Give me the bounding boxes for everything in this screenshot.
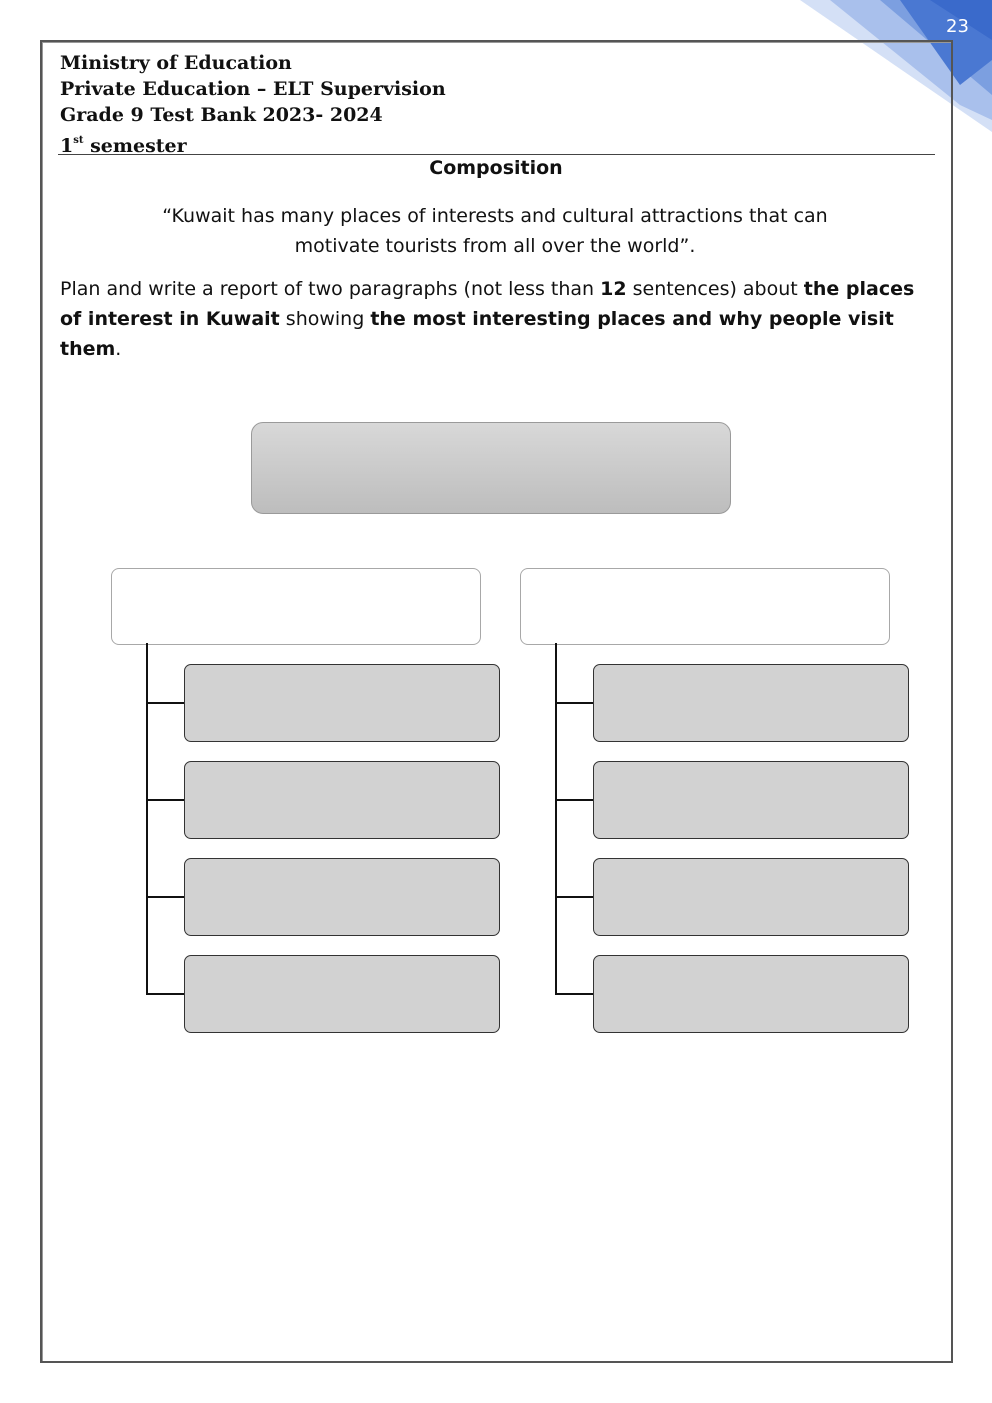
paragraph-1-idea-box-2[interactable]: [184, 761, 500, 839]
right-connector-1: [555, 702, 593, 704]
test-bank-line: Grade 9 Test Bank 2023- 2024: [60, 104, 383, 126]
right-connector-2: [555, 799, 593, 801]
paragraph-1-idea-box-4[interactable]: [184, 955, 500, 1033]
paragraph-2-idea-box-2[interactable]: [593, 761, 909, 839]
left-connector-2: [146, 799, 184, 801]
page-number: 23: [946, 16, 969, 37]
section-title: Composition: [429, 157, 563, 179]
prompt-quote: “Kuwait has many places of interests and cultural attractions that can motivate tourists from all over the world”.: [162, 205, 828, 257]
paragraph-2-heading-box[interactable]: [520, 568, 890, 645]
header-divider: [58, 154, 935, 155]
paragraph-2-idea-box-3[interactable]: [593, 858, 909, 936]
department-line: Private Education – ELT Supervision: [60, 78, 446, 100]
left-connector-4: [146, 993, 184, 995]
paragraph-2-idea-box-4[interactable]: [593, 955, 909, 1033]
task-instruction: Plan and write a report of two paragraphs (not less than 12 sentences) about the places of interest in Kuwait showing the most interesting places and why people visit them.: [60, 278, 915, 360]
ministry-line: Ministry of Education: [60, 52, 292, 74]
paragraph-1-idea-box-1[interactable]: [184, 664, 500, 742]
document-header: [60, 50, 446, 159]
semester-line: 1st semester: [60, 135, 187, 157]
report-title-box[interactable]: [251, 422, 731, 514]
right-connector-4: [555, 993, 593, 995]
left-connector-1: [146, 702, 184, 704]
left-connector-vertical: [146, 643, 148, 995]
paragraph-2-idea-box-1[interactable]: [593, 664, 909, 742]
right-connector-3: [555, 896, 593, 898]
paragraph-1-idea-box-3[interactable]: [184, 858, 500, 936]
left-connector-3: [146, 896, 184, 898]
paragraph-1-heading-box[interactable]: [111, 568, 481, 645]
right-connector-vertical: [555, 643, 557, 995]
